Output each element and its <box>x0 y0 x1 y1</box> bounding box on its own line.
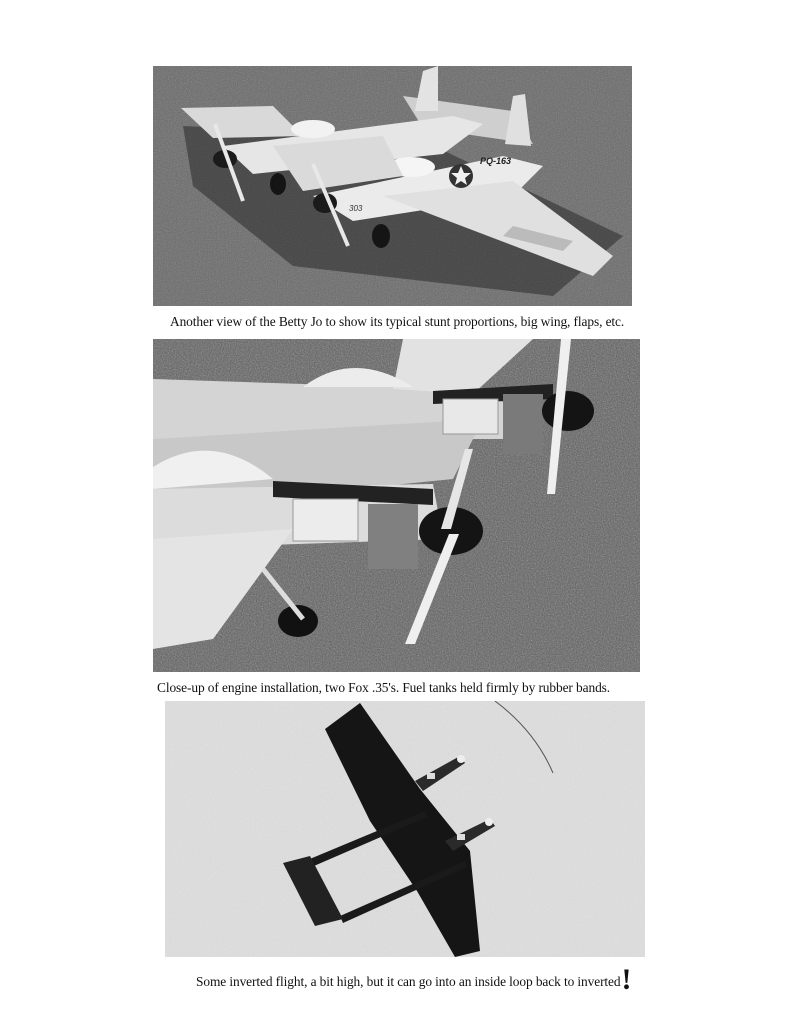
photo-caption: Close-up of engine installation, two Fox .35's. Fuel tanks held firmly by rubber bands. <box>157 680 611 695</box>
photo-engine-installation <box>153 339 640 672</box>
photo-caption-inverted <box>196 965 631 995</box>
photo-inverted-flight <box>165 701 645 957</box>
fuselage-marking: PQ-163 <box>480 156 512 166</box>
photo-caption: Some inverted flight, a bit high, but it can go into an inside loop back to inverted <box>196 974 621 989</box>
nose-marking: 303 <box>349 204 363 213</box>
photo-caption: Another view of the Betty Jo to show its typical stunt proportions, big wing, flaps, etc. <box>170 314 625 329</box>
exclamation-mark: ! <box>621 963 632 996</box>
photo-betty-jo-ground-view <box>153 66 632 306</box>
